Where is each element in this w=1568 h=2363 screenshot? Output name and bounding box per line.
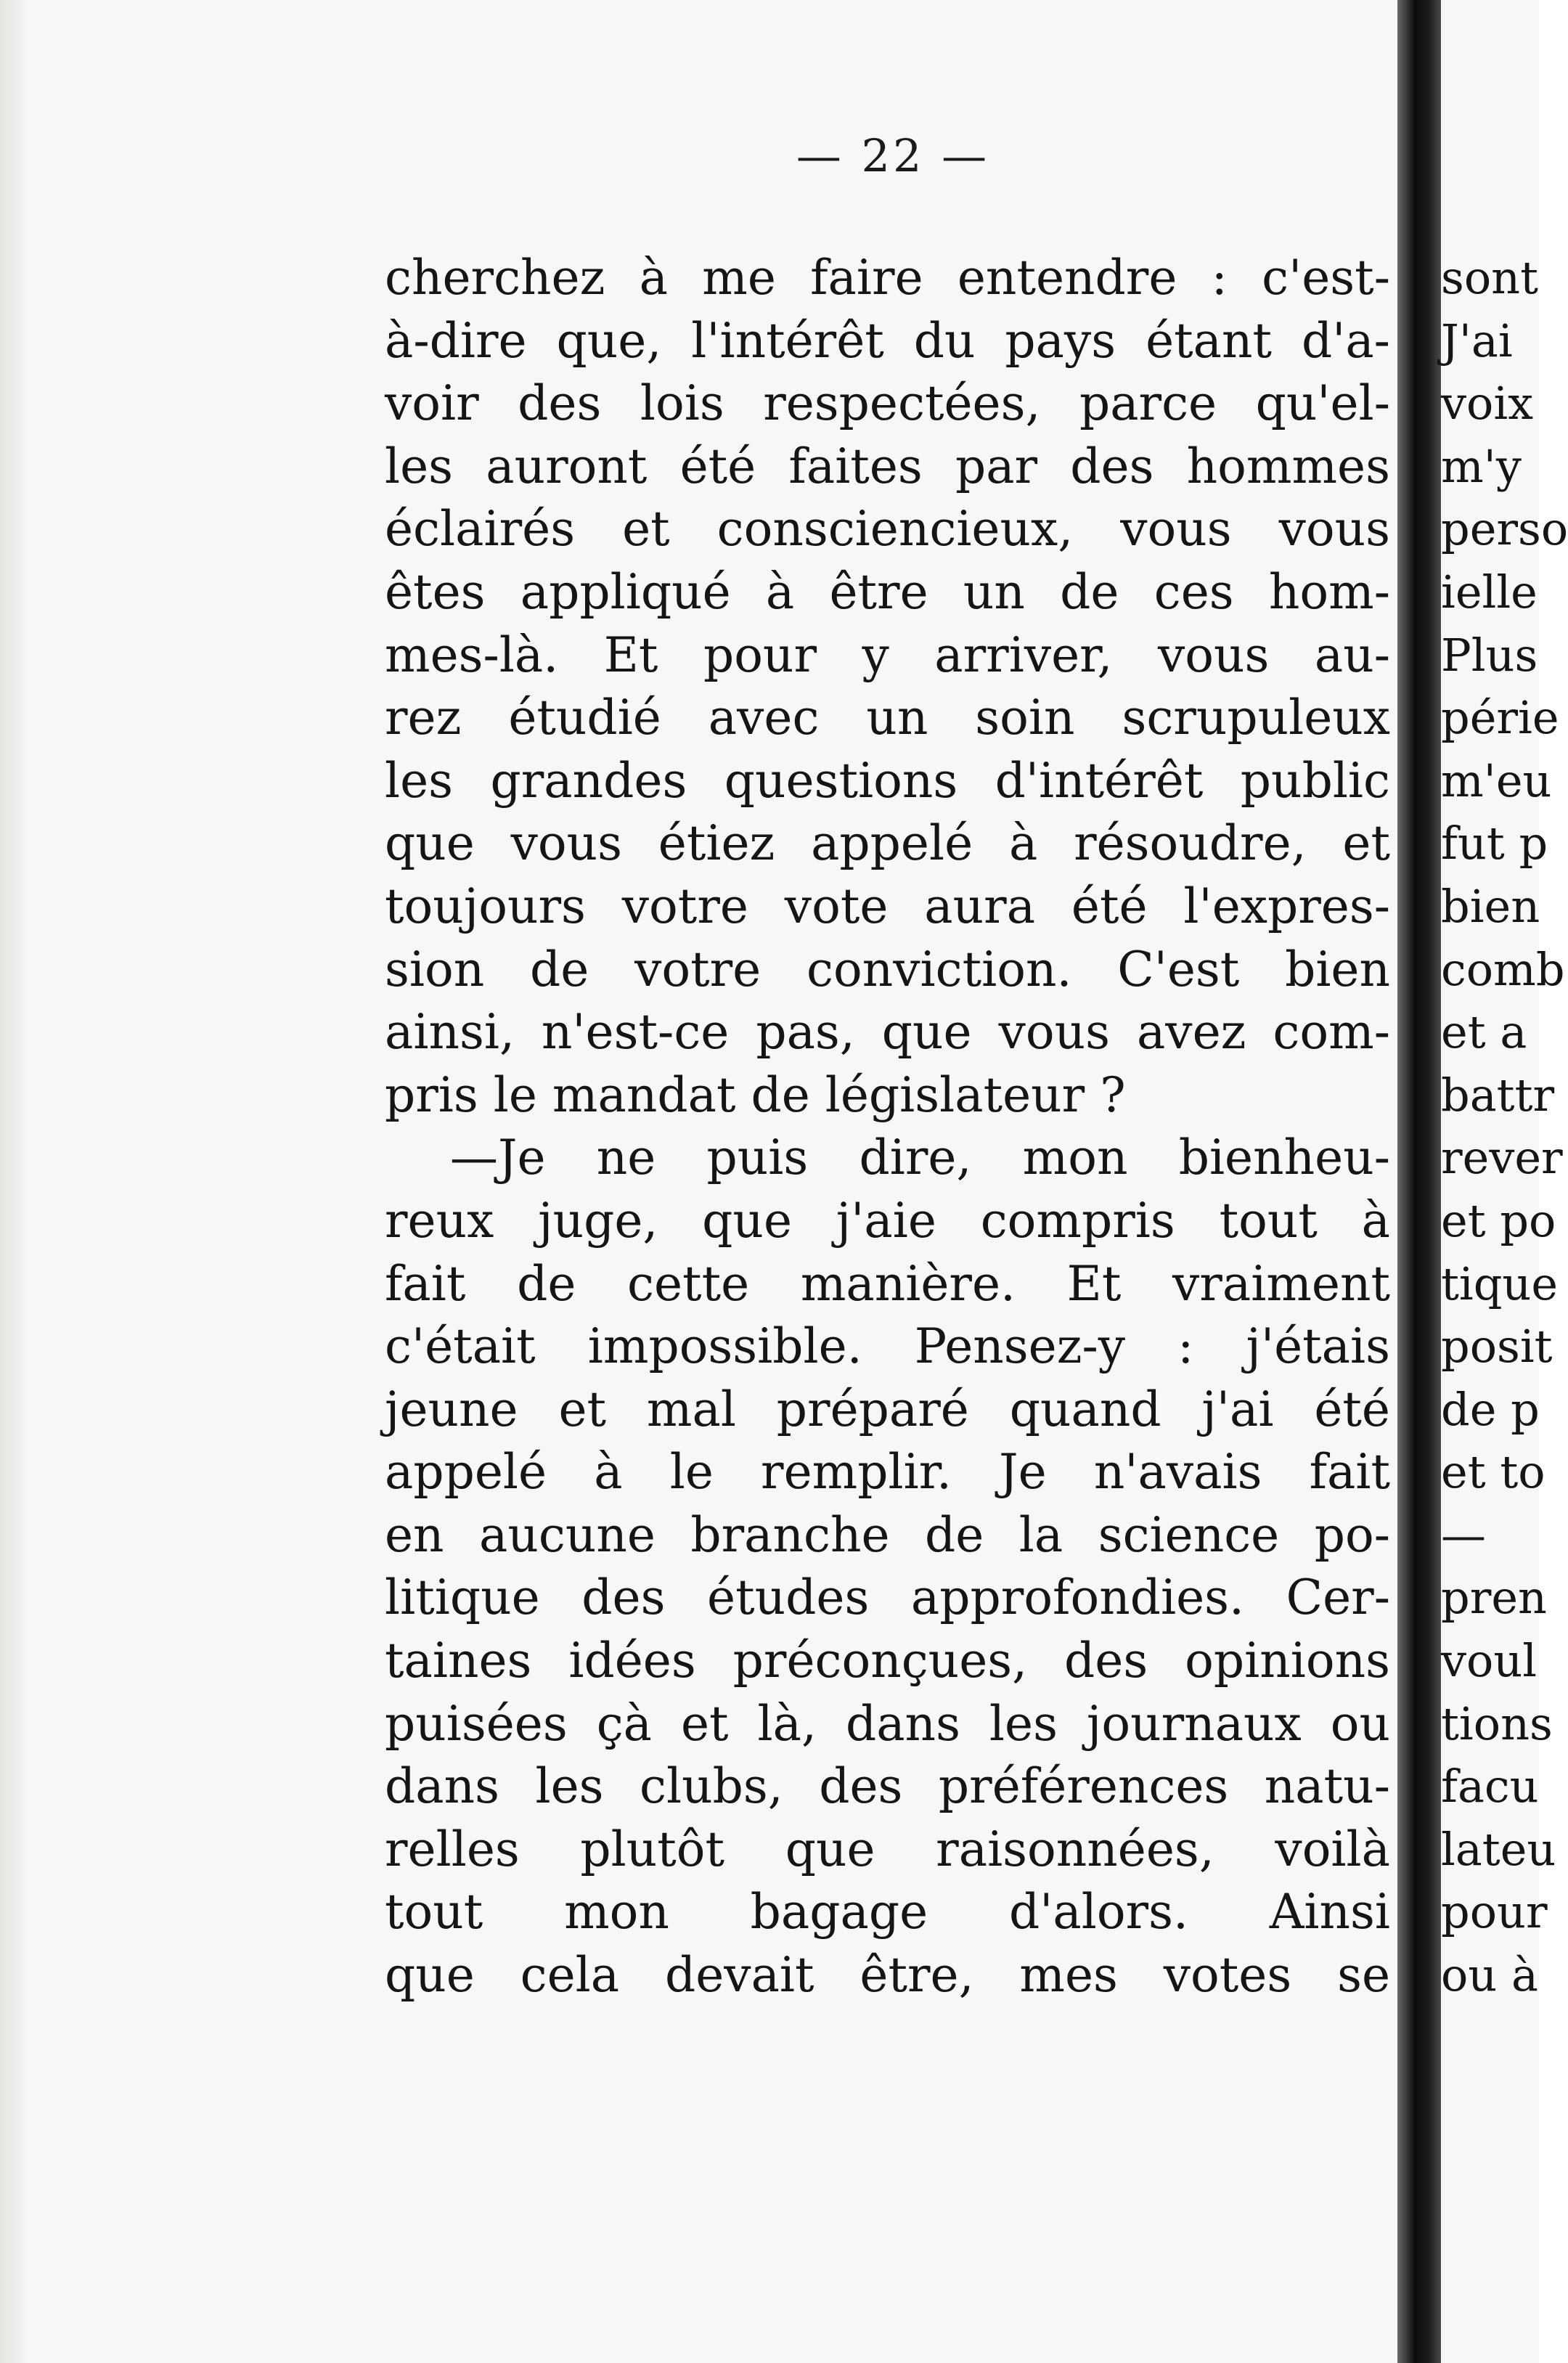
text-line: êtes appliqué à être un de ces hom- [385,563,1390,620]
facing-page-line: fut p [1441,817,1548,870]
facing-page-line: et a [1441,1005,1527,1059]
page-number: — 22 — [796,129,990,182]
facing-page-line: sont [1441,251,1538,304]
facing-page-line: pour [1441,1885,1548,1939]
text-line: pris le mandat de législateur ? [385,1066,1126,1123]
facing-page-line: et po [1441,1193,1556,1247]
facing-page-line: perso [1441,502,1568,556]
facing-page-line: m'eu [1441,754,1552,807]
text-line: cherchez à me faire entendre : c'est- [385,250,1390,306]
facing-page-line: ielle [1441,565,1538,619]
facing-page-line: voix [1441,377,1534,430]
facing-page-line: Plus [1441,628,1538,682]
facing-page-line: m'y [1441,439,1522,493]
facing-page-line: et to [1441,1445,1545,1499]
text-line: tout mon bagage d'alors. Ainsi [385,1884,1390,1940]
text-line: jeune et mal préparé quand j'ai été [385,1381,1390,1437]
text-line: rez étudié avec un soin scrupuleux [385,690,1390,746]
text-line: relles plutôt que raisonnées, voilà [385,1821,1390,1877]
facing-page-line: battr [1441,1068,1555,1122]
facing-page-line: J'ai [1441,314,1513,367]
text-line: que cela devait être, mes votes se [385,1947,1390,2004]
facing-page-line: bien [1441,879,1540,933]
page-edge-shadow [0,0,29,2363]
facing-page-line: facu [1441,1760,1539,1813]
text-line: voir des lois respectées, parce qu'el- [385,375,1390,432]
text-line: —Je ne puis dire, mon bienheu- [450,1130,1390,1186]
facing-page-line: de p [1441,1382,1540,1436]
body-text [385,247,1390,2007]
facing-page-line: pren [1441,1571,1547,1625]
facing-page-line: rever [1441,1131,1563,1185]
text-line: à-dire que, l'intérêt du pays étant d'a- [385,312,1390,369]
book-gutter-shadow [1397,0,1441,2363]
facing-page-line: posit [1441,1320,1553,1374]
facing-page-line: lateu [1441,1822,1556,1876]
text-line: mes-là. Et pour y arriver, vous au- [385,627,1390,683]
text-line: que vous étiez appelé à résoudre, et [385,815,1390,872]
text-line: appelé à le remplir. Je n'avais fait [385,1444,1390,1501]
facing-page-line: tions [1441,1697,1553,1750]
facing-page-line: périe [1441,691,1559,745]
facing-page-line: — [1441,1508,1486,1562]
text-line: c'était impossible. Pensez-y : j'étais [385,1318,1390,1375]
facing-page-line: ou à [1441,1948,1538,2002]
text-line: litique des études approfondies. Cer- [385,1570,1390,1626]
text-line: dans les clubs, des préférences natu- [385,1758,1390,1815]
text-line: ainsi, n'est-ce pas, que vous avez com- [385,1004,1390,1061]
text-line: les auront été faites par des hommes [385,438,1390,494]
text-line: taines idées préconçues, des opinions [385,1633,1390,1689]
facing-page-fragment [1441,247,1568,2007]
text-line: puisées çà et là, dans les journaux ou [385,1695,1390,1752]
text-line: les grandes questions d'intérêt public [385,752,1390,809]
text-line: en aucune branche de la science po- [385,1506,1390,1563]
facing-page-line: comb [1441,942,1565,996]
text-line: fait de cette manière. Et vraiment [385,1255,1390,1312]
text-line: toujours votre vote aura été l'expres- [385,878,1390,934]
text-line: éclairés et consciencieux, vous vous [385,501,1390,558]
facing-page-line: voul [1441,1634,1538,1688]
text-line: sion de votre conviction. C'est bien [385,941,1390,997]
facing-page-line: tique [1441,1257,1559,1310]
text-line: reux juge, que j'aie compris tout à [385,1192,1390,1249]
